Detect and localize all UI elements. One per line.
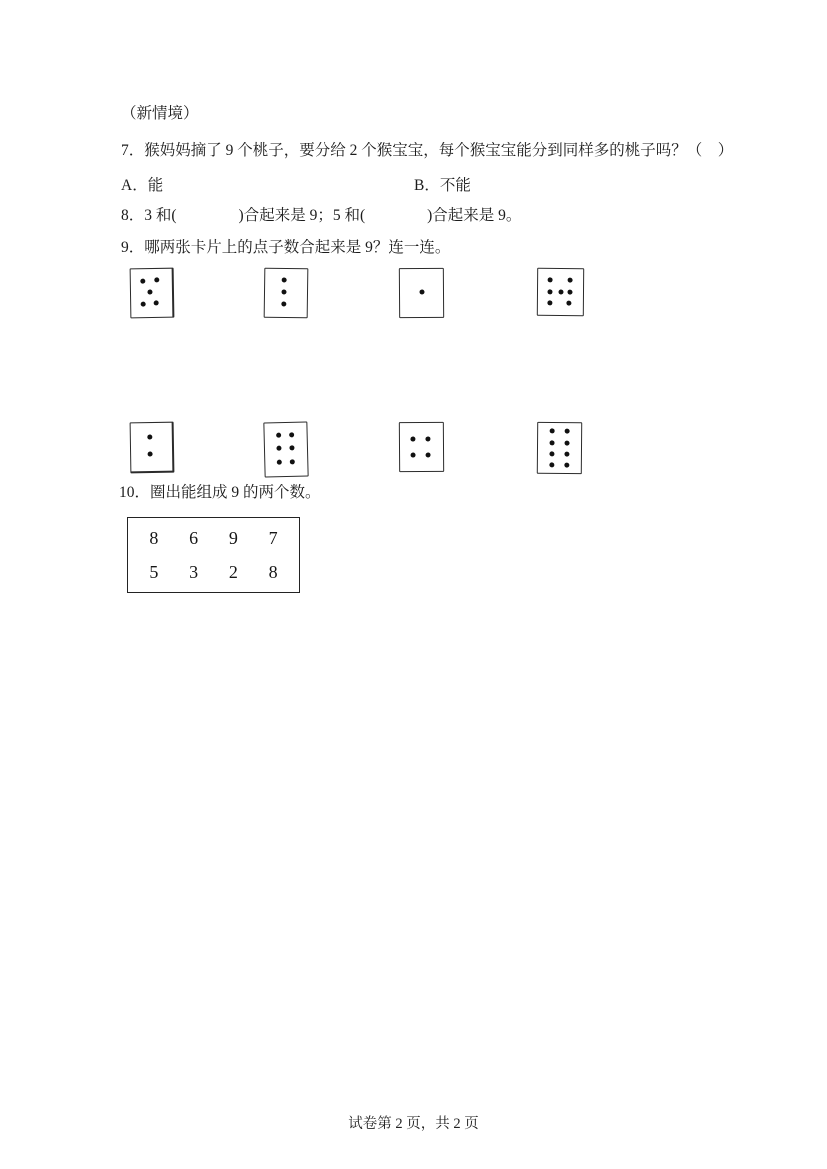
grid-number: 6 xyxy=(189,527,199,548)
card-dot xyxy=(147,435,152,440)
card-dot xyxy=(420,290,425,295)
card-dot xyxy=(426,453,431,458)
grid-number: 3 xyxy=(189,561,199,582)
card-dot xyxy=(548,300,553,305)
card-dot xyxy=(550,440,555,445)
card-dot xyxy=(410,436,415,441)
card-dot xyxy=(289,446,294,451)
grid-number: 8 xyxy=(268,561,278,582)
card-dot xyxy=(564,440,569,445)
card-dot xyxy=(564,429,569,434)
card-dot xyxy=(290,460,295,465)
number-grid-box xyxy=(127,517,300,593)
card-dot xyxy=(550,428,555,433)
card-dot xyxy=(564,452,569,457)
dot-card-7 xyxy=(537,268,584,316)
card-dot xyxy=(558,289,563,294)
card-dot xyxy=(550,451,555,456)
card-dot xyxy=(566,301,571,306)
dot-card-2 xyxy=(130,422,175,474)
grid-number: 5 xyxy=(149,561,159,582)
card-dot xyxy=(550,462,555,467)
card-dot xyxy=(277,460,282,465)
question-7-option-a: A．能 xyxy=(121,177,164,194)
card-dot xyxy=(148,289,153,294)
question-8-text: 8．3 和( )合起来是 9；5 和( )合起来是 9。 xyxy=(121,207,522,224)
card-dot xyxy=(567,278,572,283)
dot-card-3 xyxy=(264,268,309,319)
card-dot xyxy=(282,301,287,306)
card-dot xyxy=(147,451,152,456)
grid-number: 9 xyxy=(228,527,238,548)
card-dot xyxy=(282,277,287,282)
dot-cards-row-2 xyxy=(0,421,827,479)
grid-number: 7 xyxy=(268,527,278,548)
dot-card-5 xyxy=(130,268,175,319)
card-dot xyxy=(154,277,159,282)
card-dot xyxy=(276,446,281,451)
card-dot xyxy=(141,301,146,306)
card-dot xyxy=(141,278,146,283)
question-9-text: 9．哪两张卡片上的点子数合起来是 9？连一连。 xyxy=(121,239,451,256)
card-dot xyxy=(426,436,431,441)
question-7-option-b: B．不能 xyxy=(414,177,471,194)
section-note: （新情境） xyxy=(121,105,199,122)
dot-card-6 xyxy=(263,421,308,477)
question-10-text: 10．圈出能组成 9 的两个数。 xyxy=(119,484,321,501)
card-dot xyxy=(276,432,281,437)
grid-number: 8 xyxy=(149,527,159,548)
dot-card-1 xyxy=(399,268,444,318)
grid-number: 2 xyxy=(228,561,238,582)
question-7-text: 7．猴妈妈摘了 9 个桃子，要分给 2 个猴宝宝，每个猴宝宝能分到同样多的桃子吗？（ ） xyxy=(121,142,734,159)
card-dot xyxy=(289,432,294,437)
dot-card-8 xyxy=(537,422,582,474)
card-dot xyxy=(564,463,569,468)
card-dot xyxy=(547,289,552,294)
card-dot xyxy=(410,453,415,458)
card-dot xyxy=(282,289,287,294)
page-footer: 试卷第 2 页，共 2 页 xyxy=(348,1116,479,1132)
card-dot xyxy=(154,300,159,305)
dot-cards-row-1 xyxy=(0,267,827,321)
card-dot xyxy=(567,289,572,294)
dot-card-4 xyxy=(399,422,444,472)
card-dot xyxy=(548,277,553,282)
